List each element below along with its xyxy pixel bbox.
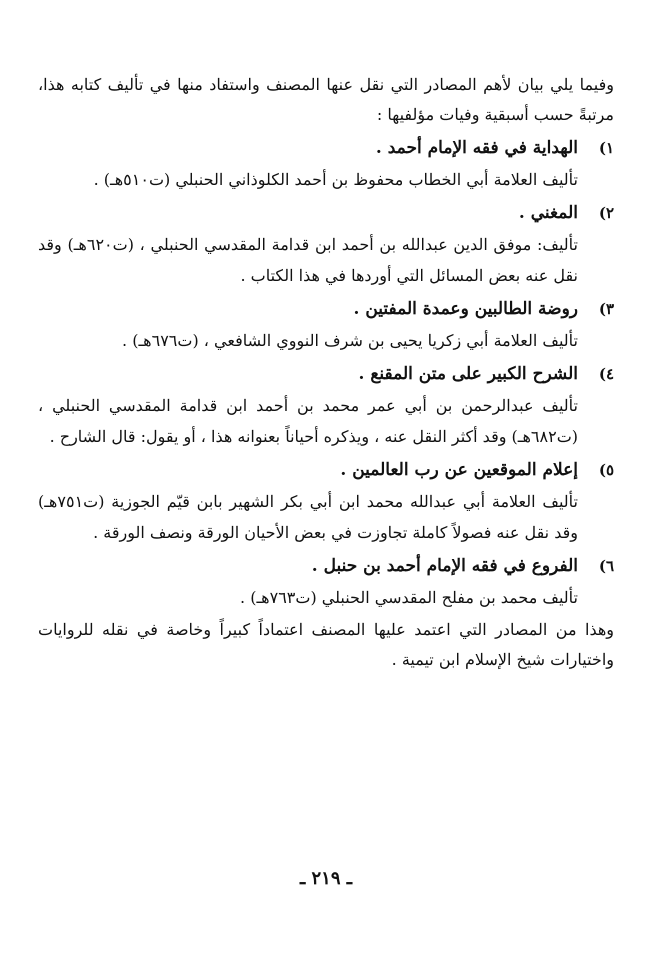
source-entry-heading: روضة الطالبين وعمدة المفتين .: [353, 299, 578, 319]
source-entry-description: تأليف العلامة أبي الخطاب محفوظ بن أحمد الكلوذاني الحنبلي (ت٥١٠هـ) .: [93, 170, 578, 189]
source-entry-title: [38, 358, 614, 390]
source-entry-description: تأليف العلامة أبي عبدالله محمد ابن أبي بكر الشهير بابن قيّم الجوزية (ت٧٥١هـ) وقد نقل عنه فصولاً كاملة تجاوزت في بعض الأحيان الورقة ونصف الورقة .: [38, 492, 578, 542]
intro-paragraph: وفيما يلي بيان لأهم المصادر التي نقل عنها المصنف واستفاد منها في تأليف كتابه هذا، مرتبةً حسب أسبقية وفيات مؤلفيها :: [38, 75, 614, 124]
source-entry-title: [38, 454, 614, 486]
source-entry-title: [38, 293, 614, 325]
source-entry-heading: المغني .: [518, 203, 578, 223]
source-entry-heading: الفروع في فقه الإمام أحمد بن حنبل .: [311, 556, 578, 576]
source-entry-5: [38, 454, 614, 548]
source-entry-6: [38, 550, 614, 613]
source-entry-3: [38, 293, 614, 356]
source-entry-2: [38, 197, 614, 291]
source-entry-number: ٤): [598, 365, 614, 383]
source-entry-heading: إعلام الموقعين عن رب العالمين .: [340, 460, 578, 480]
source-entry-description: تأليف: موفق الدين عبدالله بن أحمد ابن قدامة المقدسي الحنبلي ، (ت٦٢٠هـ) وقد نقل عنه بعض المسائل التي أوردها في هذا الكتاب .: [38, 235, 578, 285]
source-entry-heading: الهداية في فقه الإمام أحمد .: [375, 138, 578, 158]
source-entry-number: ٦): [598, 557, 614, 575]
source-entry-title: [38, 197, 614, 229]
source-entry-number: ١): [598, 139, 614, 157]
source-entry-description: تأليف العلامة أبي زكريا يحيى بن شرف النووي الشافعي ، (ت٦٧٦هـ) .: [122, 331, 578, 350]
source-entry-1: [38, 132, 614, 195]
source-entry-description: تأليف محمد بن مفلح المقدسي الحنبلي (ت٧٦٣هـ) .: [240, 588, 578, 607]
source-entry-title: [38, 132, 614, 164]
source-entry-heading: الشرح الكبير على متن المقنع .: [358, 364, 578, 384]
source-entry-number: ٣): [598, 300, 614, 318]
source-entry-4: [38, 358, 614, 452]
source-entry-description: تأليف عبدالرحمن بن أبي عمر محمد بن أحمد ابن قدامة المقدسي الحنبلي ، (ت٦٨٢هـ) وقد أكثر النقل عنه ، ويذكره أحياناً بعنوانه هذا ، أو يقول: قال الشارح .: [38, 396, 578, 446]
source-entry-number: ٥): [598, 461, 614, 479]
page-content: [38, 70, 614, 691]
source-entry-number: ٢): [598, 204, 614, 222]
closing-paragraph: وهذا من المصادر التي اعتمد عليها المصنف اعتماداً كبيراً وخاصة في نقله للروايات واختيارات شيخ الإسلام ابن تيمية .: [38, 620, 614, 669]
page-number: ـ ٢١٩ ـ: [299, 868, 353, 889]
source-entry-title: [38, 550, 614, 582]
